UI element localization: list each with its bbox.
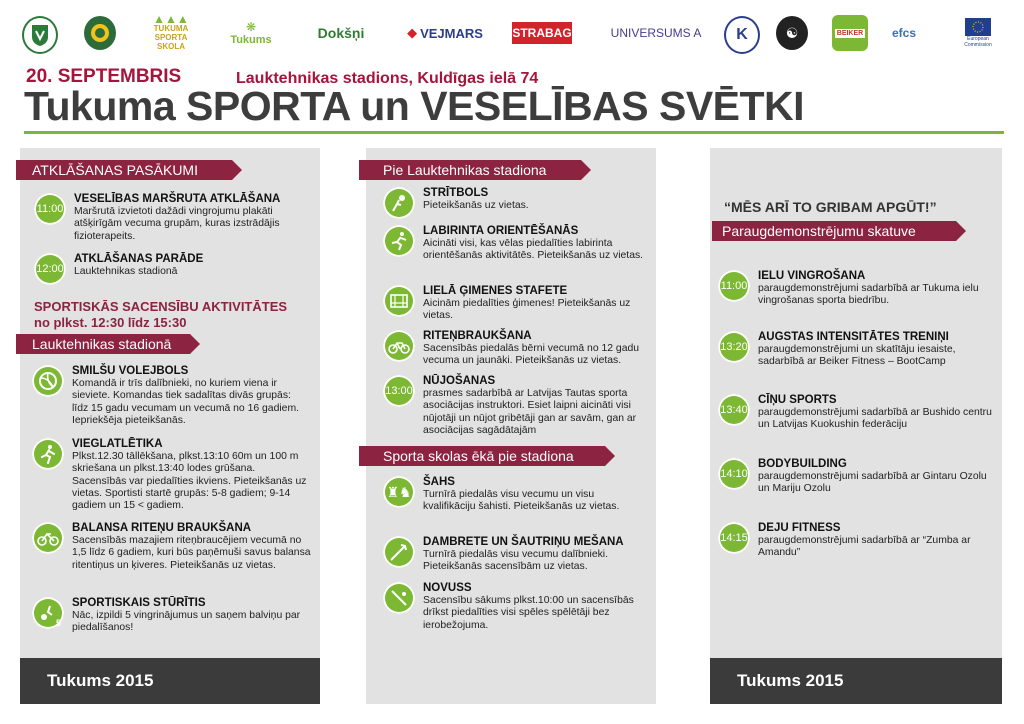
event-description: prasmes sadarbībā ar Latvijas Tautas sporta asociācijas instruktori. Esiet laipni aicināti visi nūjotāji un nūjot gribētāji gan ar savām, gan ar asociācijas sagādātajām — [423, 388, 637, 436]
novuss-icon — [383, 582, 415, 614]
tukuma-sporta-skola-logo: ▲▲▲ TUKUMA SPORTA SKOLA — [144, 16, 198, 50]
doksni-logo — [310, 16, 372, 50]
event-description: Lauktehnikas stadionā — [74, 266, 178, 277]
event-title: STRĪTBOLS — [423, 187, 489, 199]
logo-text: Dokšņi — [317, 25, 365, 41]
tukuma-karate-logo — [724, 16, 760, 54]
event-description: Komandā ir trīs dalībnieki, no kuriem viena ir sieviete. Komandas tiek sadalītas divās grupās: līdz 15 gadu vecumam un vecumā no 16 gadiem. Iepriekšēja pieteikšanās. — [72, 378, 299, 426]
event-description: Sacensībās piedalās bērni vecumā no 12 gadu vecuma un jaunāki. Pieteikšanās uz vietas. — [423, 343, 640, 367]
event-title: BALANSA RITEŅU BRAUKŠANA — [72, 522, 252, 534]
event-title: DAMBRETE UN ŠAUTRIŅU MEŠANA — [423, 536, 624, 548]
logo-text: TUKUMA SPORTA SKOLA — [153, 24, 189, 51]
relay-race-icon — [383, 285, 415, 317]
darts-icon — [383, 536, 415, 568]
slogan: “MĒS ARĪ TO GRIBAM APGŪT!” — [724, 199, 937, 215]
time-badge: 13:40 — [718, 394, 750, 426]
logo-text: BEIKER — [836, 29, 864, 37]
volleyball-icon — [32, 365, 64, 397]
logo-text: efcs — [891, 26, 917, 40]
event-description: Sacensību sākums plkst.10:00 un sacensībās drīkst piedalīties visi spēles spēlētāji bez ierobežojuma. — [423, 595, 634, 631]
event-title: VIEGLATLĒTIKA — [72, 438, 163, 450]
event-description: paraugdemonstrējumi un skatītāju iesaiste, sadarbībā ar Beiker Fitness – BootCamp — [758, 344, 956, 368]
event-title: RITEŅBRAUKŠANA — [423, 330, 532, 342]
balance-bike-icon — [32, 522, 64, 554]
efcs-logo — [884, 16, 924, 50]
event-date: 20. SEPTEMBRIS — [26, 66, 182, 87]
time-badge: 11:00 — [718, 270, 750, 302]
event-venue: Lauktehnikas stadions, Kuldīgas ielā 74 — [236, 70, 539, 87]
tukums-logo: ❋ Tukums — [230, 20, 272, 46]
event-description: Plkst.12.30 tāllēkšana, plkst.13:10 60m un 100 m skriešana un plkst.13:40 lodes grūšana. Sacensībās var piedalīties ikviens. Pieteikšanās uz vietas. Sportisti startē grupās: 5-8 gadiem; 9-14 gadiem un 15 < gadiem. — [72, 451, 307, 512]
activities-time: no plkst. 12:30 līdz 15:30 — [34, 315, 187, 330]
event-title: SPORTISKAIS STŪRĪTIS — [72, 597, 206, 609]
universums-logo — [604, 16, 708, 50]
event-title: LABIRINTA ORIENTĒŠANĀS — [423, 225, 579, 237]
lsfp-logo — [22, 16, 58, 54]
vejmars-logo: ◆ VEJMARS — [407, 25, 483, 41]
event-title: IELU VINGROŠANA — [758, 270, 866, 282]
event-description: Sacensībās mazajiem riteņbraucējiem vecumā no 1,5 līdz 6 gadiem, kuri būs paņēmuši savus balansa ritentiņus un ķiveres. Pieteikšanās uz vietas. — [72, 535, 311, 571]
event-title: SMILŠU VOLEJBOLS — [72, 365, 189, 377]
column-footer: Tukums 2015 — [710, 658, 1002, 704]
section-band-opening: ATKLĀŠANAS PASĀKUMI — [16, 160, 232, 180]
chess-icon: ♜♞ — [383, 476, 415, 508]
bushido-logo: ☯ — [776, 16, 808, 50]
event-title: CĪŅU SPORTS — [758, 394, 837, 406]
event-description: paraugdemonstrējumi sadarbībā ar Tukuma ielu vingrošanas sporta biedrību. — [758, 283, 979, 307]
column-footer: Tukums 2015 — [20, 658, 320, 704]
time-badge: 13:00 — [383, 375, 415, 407]
time-badge: 13:20 — [718, 331, 750, 363]
logo-text: K — [736, 26, 748, 43]
activities-label: SPORTISKĀS SACENSĪBU AKTIVITĀTES — [34, 299, 288, 314]
section-band-near-stadium: Pie Lauktehnikas stadiona — [359, 160, 581, 180]
logo-text: VEJMARS — [420, 25, 483, 41]
event-title: VESELĪBAS MARŠRUTA ATKLĀŠANA — [74, 193, 281, 205]
section-band-stadium: Lauktehnikas stadionā — [16, 334, 190, 354]
tukums-coat-of-arms-logo — [84, 16, 116, 50]
event-title: DEJU FITNESS — [758, 522, 841, 534]
event-title: LIELĀ ĢIMENES STAFETE — [423, 285, 568, 297]
basketball-icon — [383, 187, 415, 219]
event-description: paraugdemonstrējumi sadarbībā ar “Zumba ar Amandu” — [758, 535, 971, 559]
event-description: Pieteikšanās uz vietas. — [423, 200, 529, 211]
logo-text: European Commission — [964, 36, 992, 48]
exercise-count-badge: 5 — [55, 618, 61, 628]
logo-text: UNIVERSUMS A — [610, 26, 702, 40]
event-description: Maršrutā izvietoti dažādi vingrojumu plakāti atšķirīgām vecuma grupām, kuras izstrādājis fizioterapeits. — [74, 206, 280, 242]
event-description: Turnīrā piedalās visu vecumu un visu kvalifikāciju šahisti. Pieteikšanās uz vietas. — [423, 489, 620, 513]
event-title: BODYBUILDING — [758, 458, 847, 470]
logo-text: Tukums — [230, 34, 272, 46]
page-title: Tukuma SPORTA un VESELĪBAS SVĒTKI — [24, 83, 805, 129]
header-divider — [24, 131, 1004, 134]
football-icon — [32, 597, 64, 629]
event-description: Turnīrā piedalās visu vecumu dalībnieki. Pieteikšanās sacensībām uz vietas. — [423, 549, 609, 573]
event-title: NŪJOŠANAS — [423, 375, 496, 387]
sponsor-logo-strip — [0, 0, 1024, 60]
time-badge: 14:15 — [718, 522, 750, 554]
time-badge: 11:00 — [34, 193, 66, 225]
event-title: ŠAHS — [423, 476, 455, 488]
time-badge: 14:10 — [718, 458, 750, 490]
labyrinth-runner-icon — [383, 225, 415, 257]
event-description: paraugdemonstrējumi sadarbībā ar Gintaru Ozolu un Mariju Ozolu — [758, 471, 987, 495]
beiker-fitness-logo — [832, 15, 868, 51]
event-description: Aicinām piedalīties ģimenes! Pieteikšanās uz vietas. — [423, 298, 631, 322]
section-band-sports-school: Sporta skolas ēkā pie stadiona — [359, 446, 605, 466]
event-description: Aicināti visi, kas vēlas piedalīties labirinta orientēšanās aktivitātēs. Pieteikšanās uz vietas. — [423, 238, 644, 262]
time-badge: 12:00 — [34, 253, 66, 285]
logo-text: STRABAG — [512, 26, 572, 40]
european-commission-logo — [954, 16, 1002, 50]
event-title: NOVUSS — [423, 582, 472, 594]
event-description: Nāc, izpildi 5 vingrinājumus un saņem balviņu par piedalīšanos! — [72, 610, 301, 634]
cycling-icon — [383, 330, 415, 362]
strabag-logo — [512, 22, 572, 44]
event-description: paraugdemonstrējumi sadarbībā ar Bushido centru un Latvijas Kuokushin federāciju — [758, 407, 992, 431]
running-icon — [32, 438, 64, 470]
event-title: AUGSTAS INTENSITĀTES TRENIŅI — [758, 331, 949, 343]
event-title: ATKLĀŠANAS PARĀDE — [74, 253, 204, 265]
section-band-demo-stage: Paraugdemonstrējumu skatuve — [712, 221, 956, 241]
